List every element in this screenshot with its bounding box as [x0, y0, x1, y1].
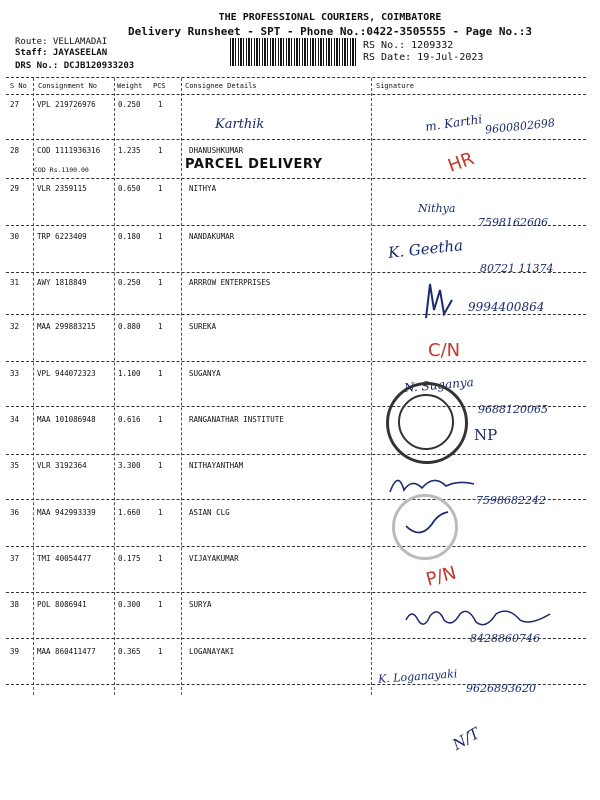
row-rule — [6, 139, 586, 140]
row-rule — [6, 314, 586, 315]
rs-date: RS Date: 19-Jul-2023 — [363, 52, 484, 63]
row-rule — [6, 592, 586, 593]
row-consignment: VLR 3192364 — [37, 461, 87, 470]
row-sno: 36 — [10, 508, 20, 517]
table-top-rule — [6, 77, 586, 78]
col-divider — [181, 78, 182, 695]
col-divider — [371, 78, 372, 695]
row-pcs: 1 — [158, 554, 163, 563]
row-cod-amount: COD Rs.1100.00 — [34, 166, 89, 174]
row-pcs: 1 — [158, 184, 163, 193]
col-consignee: Consignee Details — [185, 82, 257, 90]
row-pcs: 1 — [158, 369, 163, 378]
handwritten-phone: 7598682242 — [476, 494, 546, 507]
row-pcs: 1 — [158, 415, 163, 424]
col-divider — [114, 78, 115, 695]
row-sno: 39 — [10, 647, 20, 656]
row-consignee: DHANUSHKUMAR — [189, 146, 244, 155]
company-title: THE PROFESSIONAL COURIERS, COIMBATORE — [218, 12, 442, 23]
handwritten-name: Karthik — [215, 117, 265, 132]
row-sno: 32 — [10, 322, 20, 331]
handwritten-signature: N. Suganya — [403, 374, 475, 396]
row-rule — [6, 361, 586, 362]
row-sno: 33 — [10, 369, 20, 378]
row-sno: 37 — [10, 554, 20, 563]
row-consignment: POL 8086941 — [37, 600, 87, 609]
handwritten-scribble — [388, 470, 478, 498]
handwritten-phone: 9688120065 — [478, 403, 548, 416]
row-weight: 0.880 — [118, 322, 141, 331]
row-weight: 0.616 — [118, 415, 141, 424]
row-pcs: 1 — [158, 100, 163, 109]
rs-number: RS No.: 1209332 — [363, 40, 454, 51]
parcel-delivery-stamp: PARCEL DELIVERY — [185, 157, 323, 172]
handwritten-signature: m. Karthi — [424, 112, 483, 134]
row-weight: 0.650 — [118, 184, 141, 193]
row-consignment: MAA 860411477 — [37, 647, 96, 656]
col-pcs: PCS — [153, 82, 166, 90]
row-consignment: TMI 40054477 — [37, 554, 92, 563]
row-pcs: 1 — [158, 508, 163, 517]
row-consignee: RANGANATHAR INSTITUTE — [189, 415, 284, 424]
row-consignment: VLR 2359115 — [37, 184, 87, 193]
row-consignee: SUGANYA — [189, 369, 221, 378]
handwritten-phone: 80721 11374 — [480, 262, 554, 275]
row-weight: 0.180 — [118, 232, 141, 241]
row-consignment: MAA 299883215 — [37, 322, 96, 331]
row-weight: 0.175 — [118, 554, 141, 563]
row-pcs: 1 — [158, 146, 163, 155]
handwritten-mark: NP — [474, 426, 498, 444]
handwritten-tamil-signature — [404, 604, 554, 630]
handwritten-phone: 9626893620 — [466, 682, 536, 695]
handwritten-phone: 9994400864 — [468, 300, 545, 314]
row-consignment: VPL 944072323 — [37, 369, 96, 378]
handwritten-signature: K. Geetha — [387, 236, 464, 262]
header-rule — [6, 94, 586, 95]
handwritten-mark: N/T — [449, 724, 483, 754]
row-pcs: 1 — [158, 278, 163, 287]
row-sno: 28 — [10, 146, 20, 155]
row-consignee: LOGANAYAKI — [189, 647, 235, 656]
col-signature: Signature — [376, 82, 414, 90]
row-pcs: 1 — [158, 600, 163, 609]
handwritten-signature: K. Loganayaki — [377, 667, 458, 686]
handwritten-mark: HR — [445, 148, 477, 177]
row-weight: 0.365 — [118, 647, 141, 656]
runsheet-subtitle: Delivery Runsheet - SPT - Phone No.:0422-3505555 - Page No.:3 — [128, 25, 532, 38]
col-sno: S No — [10, 82, 27, 90]
row-rule — [6, 178, 586, 179]
row-sno: 31 — [10, 278, 20, 287]
barcode — [230, 38, 356, 66]
handwritten-mark: P/N — [423, 562, 459, 591]
row-consignee: ARRROW ENTERPRISES — [189, 278, 271, 287]
row-consignee: SURYA — [189, 600, 212, 609]
row-sno: 30 — [10, 232, 20, 241]
row-weight: 0.300 — [118, 600, 141, 609]
row-consignment: TRP 6223409 — [37, 232, 87, 241]
row-consignee: SUREKA — [189, 322, 217, 331]
row-sno: 35 — [10, 461, 20, 470]
handwritten-phone: 7598162606 — [478, 216, 548, 229]
row-consignee: ASIAN CLG — [189, 508, 230, 517]
row-consignee: VIJAYAKUMAR — [189, 554, 239, 563]
row-consignee: NANDAKUMAR — [189, 232, 235, 241]
row-sno: 29 — [10, 184, 20, 193]
handwritten-signature: Nithya — [418, 202, 456, 215]
col-weight: Weight — [117, 82, 143, 90]
row-weight: 0.250 — [118, 278, 141, 287]
row-consignment: MAA 942993339 — [37, 508, 96, 517]
row-pcs: 1 — [158, 232, 163, 241]
row-pcs: 1 — [158, 647, 163, 656]
row-sno: 34 — [10, 415, 20, 424]
row-weight: 1.235 — [118, 146, 141, 155]
row-consignee: NITHYA — [189, 184, 217, 193]
row-weight: 3.300 — [118, 461, 141, 470]
row-rule — [6, 546, 586, 547]
route-label: Route: VELLAMADAI — [15, 37, 108, 47]
row-consignee: NITHAYANTHAM — [189, 461, 244, 470]
col-consignment: Consignment No — [38, 82, 98, 90]
row-sno: 27 — [10, 100, 20, 109]
drs-label: DRS No.: DCJB120933203 — [15, 61, 135, 71]
row-consignment: AWY 1818849 — [37, 278, 87, 287]
row-weight: 1.660 — [118, 508, 141, 517]
handwritten-phone: 9600802698 — [484, 116, 556, 137]
staff-label: Staff: JAYASEELAN — [15, 48, 108, 58]
handwritten-phone: 8428860746 — [470, 632, 540, 645]
row-consignment: COD 1111936316 — [37, 146, 101, 155]
row-weight: 0.250 — [118, 100, 141, 109]
row-pcs: 1 — [158, 461, 163, 470]
handwritten-scribble — [402, 506, 452, 542]
row-rule — [6, 454, 586, 455]
handwritten-mark: C/N — [428, 340, 461, 361]
handwritten-scribble — [420, 280, 456, 320]
row-sno: 38 — [10, 600, 20, 609]
row-consignment: MAA 101086948 — [37, 415, 96, 424]
row-weight: 1.100 — [118, 369, 141, 378]
row-consignment: VPL 219726976 — [37, 100, 96, 109]
institute-seal-inner — [398, 394, 454, 450]
row-pcs: 1 — [158, 322, 163, 331]
